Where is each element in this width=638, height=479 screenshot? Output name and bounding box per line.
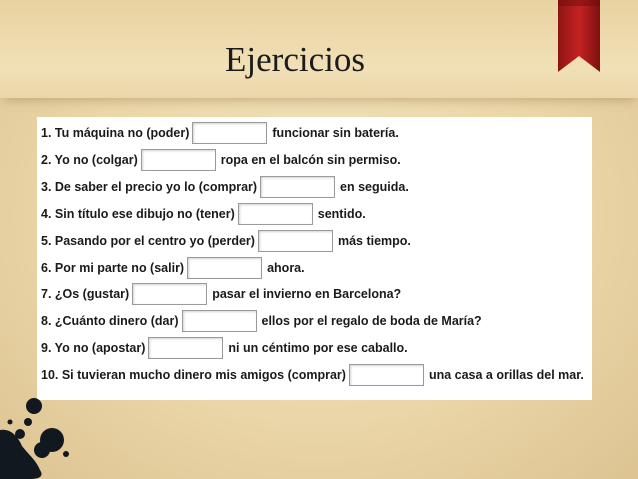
answer-input[interactable] [141, 149, 216, 171]
exercise-continuation: una casa a orillas del mar. [428, 368, 584, 382]
exercise-row [41, 283, 401, 305]
answer-input[interactable] [238, 203, 313, 225]
answer-input[interactable] [349, 364, 424, 386]
bookmark-ribbon-icon [558, 0, 600, 72]
exercise-prompt: 4. Sin título ese dibujo no (tener) [41, 207, 235, 221]
answer-input[interactable] [260, 176, 335, 198]
exercise-prompt: 10. Si tuvieran mucho dinero mis amigos (comprar) [41, 368, 346, 382]
exercise-row [41, 203, 366, 225]
answer-input[interactable] [148, 337, 223, 359]
exercise-continuation: ahora. [267, 261, 305, 275]
exercise-continuation: pasar el invierno en Barcelona? [212, 287, 402, 301]
exercise-prompt: 5. Pasando por el centro yo (perder) [41, 234, 255, 248]
exercise-panel [37, 117, 592, 400]
exercise-row [41, 310, 482, 332]
exercise-row [41, 337, 408, 359]
exercise-row [41, 122, 399, 144]
answer-input[interactable] [182, 310, 257, 332]
exercise-prompt: 8. ¿Cuánto dinero (dar) [41, 314, 179, 328]
exercise-continuation: ni un céntimo por ese caballo. [228, 341, 408, 355]
exercise-prompt: 1. Tu máquina no (poder) [41, 126, 190, 140]
exercise-row [41, 176, 409, 198]
exercise-row [41, 230, 411, 252]
exercise-row [41, 364, 584, 386]
exercise-continuation: ellos por el regalo de boda de María? [261, 314, 482, 328]
exercise-continuation: funcionar sin batería. [272, 126, 399, 140]
exercise-row [41, 149, 401, 171]
answer-input[interactable] [187, 257, 262, 279]
exercise-prompt: 9. Yo no (apostar) [41, 341, 146, 355]
answer-input[interactable] [132, 283, 207, 305]
exercise-prompt: 7. ¿Os (gustar) [41, 287, 130, 301]
slide-title: Ejercicios [225, 40, 365, 79]
exercise-continuation: en seguida. [340, 180, 409, 194]
exercise-prompt: 2. Yo no (colgar) [41, 153, 138, 167]
ink-splatter-icon [0, 392, 80, 479]
answer-input[interactable] [192, 122, 267, 144]
exercise-continuation: más tiempo. [337, 234, 411, 248]
exercise-row [41, 257, 305, 279]
answer-input[interactable] [258, 230, 333, 252]
exercise-prompt: 3. De saber el precio yo lo (comprar) [41, 180, 258, 194]
exercise-continuation: sentido. [317, 207, 366, 221]
exercise-prompt: 6. Por mi parte no (salir) [41, 261, 185, 275]
exercise-continuation: ropa en el balcón sin permiso. [220, 153, 401, 167]
